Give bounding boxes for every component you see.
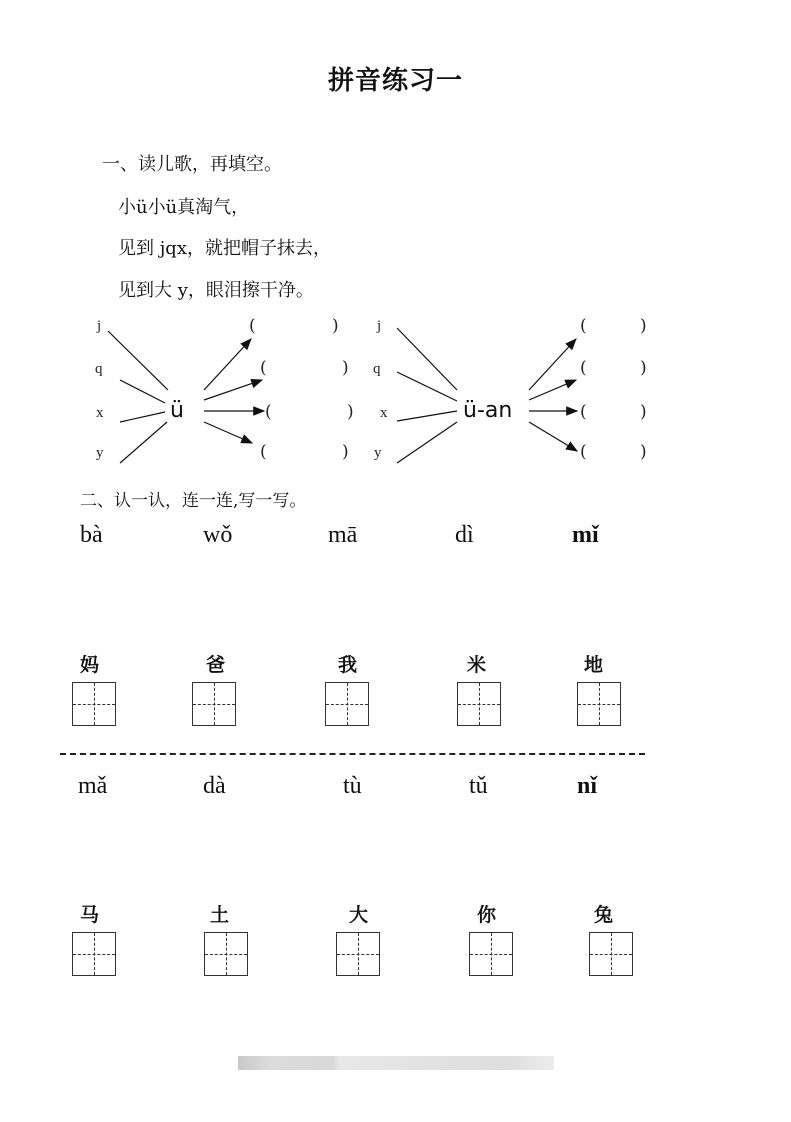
final-u: ü	[170, 398, 184, 423]
writing-box[interactable]	[192, 682, 236, 726]
writing-box[interactable]	[589, 932, 633, 976]
pinyin-tu4: tù	[343, 773, 362, 799]
blank-3-close: )	[347, 402, 354, 422]
page-title: 拼音练习一	[327, 66, 463, 96]
blank-3-close: )	[640, 402, 647, 422]
char-ma: 妈	[80, 654, 100, 676]
blank-2-open: (	[580, 358, 587, 378]
char-tu3: 土	[210, 904, 230, 926]
char-ni: 你	[477, 904, 497, 926]
initial-j: j	[377, 318, 382, 334]
poem-line-2: 见到 jqx，就把帽子抹去，	[118, 238, 331, 259]
blank-4-open: (	[580, 442, 587, 462]
blurred-footer	[238, 1056, 554, 1070]
blank-3-open: (	[580, 402, 587, 422]
dashed-divider	[60, 753, 645, 755]
writing-box[interactable]	[457, 682, 501, 726]
initial-y: y	[374, 445, 382, 461]
initial-j: j	[97, 318, 102, 334]
writing-box[interactable]	[336, 932, 380, 976]
section2-heading: 二、认一认，连一连,写一写。	[80, 491, 307, 511]
char-tu4: 兔	[594, 904, 614, 926]
char-di: 地	[584, 654, 604, 676]
blank-1-close: )	[640, 316, 647, 336]
pinyin-mi: mǐ	[572, 522, 599, 548]
char-mi: 米	[467, 654, 487, 676]
pinyin-ma: mā	[328, 522, 358, 548]
blank-2-close: )	[342, 358, 349, 378]
char-da: 大	[349, 904, 369, 926]
writing-box[interactable]	[577, 682, 621, 726]
blank-3-open: (	[265, 402, 272, 422]
pinyin-wo: wǒ	[203, 522, 233, 548]
connection-lines	[0, 0, 791, 480]
initial-q: q	[373, 361, 381, 377]
char-ba: 爸	[206, 654, 226, 676]
writing-box[interactable]	[469, 932, 513, 976]
pinyin-di: dì	[455, 522, 474, 548]
blank-4-close: )	[640, 442, 647, 462]
pinyin-tu3: tǔ	[469, 773, 488, 799]
poem-line-3: 见到大 y，眼泪擦干净。	[118, 280, 314, 301]
pinyin-ma3: mǎ	[78, 773, 108, 799]
blank-1-open: (	[580, 316, 587, 336]
poem-line-1: 小ü小ü真淘气，	[118, 197, 250, 218]
blank-2-open: (	[260, 358, 267, 378]
blank-2-close: )	[640, 358, 647, 378]
blank-1-close: )	[332, 316, 339, 336]
char-ma3: 马	[80, 904, 100, 926]
blank-4-close: )	[342, 442, 349, 462]
initial-y: y	[96, 445, 104, 461]
writing-box[interactable]	[204, 932, 248, 976]
initial-x: x	[96, 405, 104, 421]
blank-1-open: (	[249, 316, 256, 336]
pinyin-ba: bà	[80, 522, 103, 548]
pinyin-da: dà	[203, 773, 226, 799]
section1-heading: 一、读儿歌，再填空。	[102, 154, 282, 175]
char-wo: 我	[338, 654, 358, 676]
initial-x: x	[380, 405, 388, 421]
writing-box[interactable]	[72, 682, 116, 726]
writing-box[interactable]	[72, 932, 116, 976]
pinyin-ni: nǐ	[577, 773, 598, 799]
blank-4-open: (	[260, 442, 267, 462]
initial-q: q	[95, 361, 103, 377]
final-uan: ü-an	[463, 398, 513, 423]
writing-box[interactable]	[325, 682, 369, 726]
